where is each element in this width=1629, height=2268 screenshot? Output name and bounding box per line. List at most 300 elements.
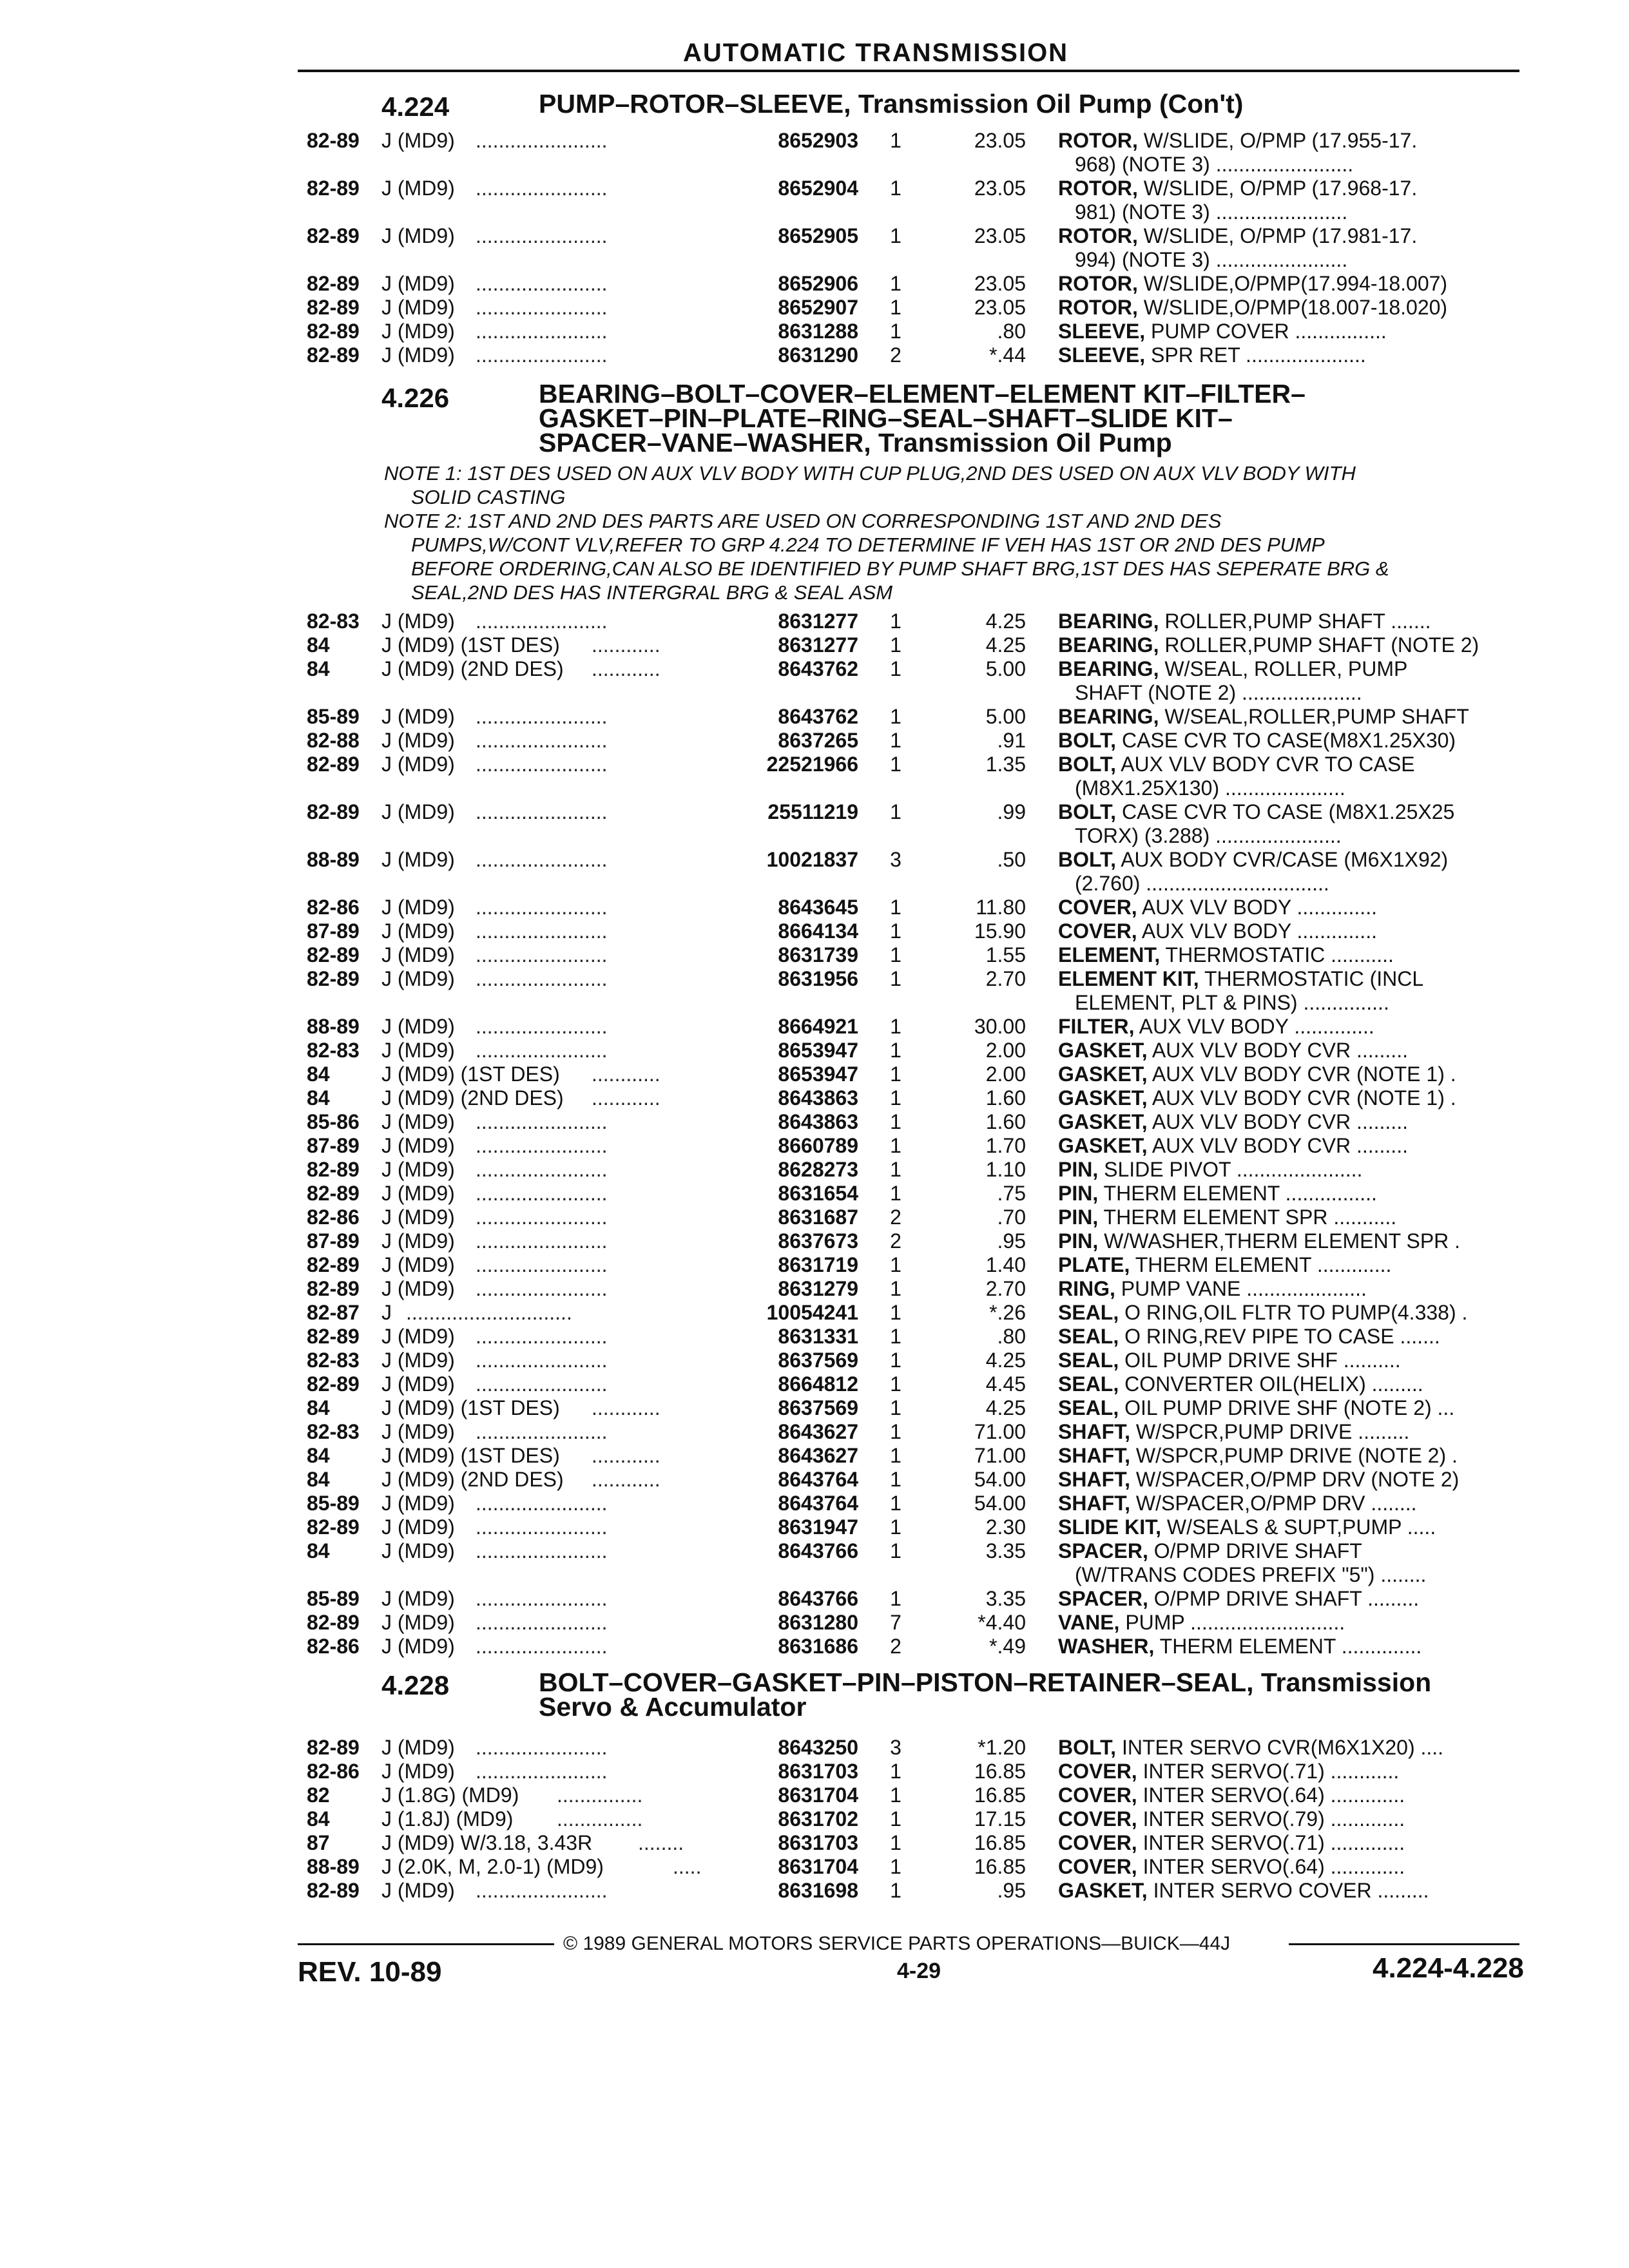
- description-noun: COVER,: [1058, 896, 1137, 919]
- part-number: 8631739: [778, 943, 858, 966]
- model-code: J (MD9): [381, 1206, 455, 1229]
- parts-row: [0, 177, 1629, 200]
- part-number: 8643764: [778, 1468, 858, 1491]
- quantity: 1: [890, 800, 901, 823]
- description-continuation: TORX) (3.288) ......................: [1075, 824, 1342, 847]
- description-noun: ELEMENT KIT,: [1058, 967, 1199, 990]
- model-code: J (MD9): [381, 1879, 455, 1902]
- part-number: 8631277: [778, 633, 858, 657]
- description-text: ROLLER,PUMP SHAFT .......: [1159, 610, 1431, 633]
- description: [1058, 705, 1522, 729]
- part-number: 8652903: [778, 129, 858, 152]
- description: [1058, 729, 1522, 753]
- description: [1058, 633, 1522, 657]
- description-noun: PIN,: [1058, 1158, 1099, 1181]
- parts-row: [0, 919, 1629, 943]
- leader-dots: .......................: [476, 753, 608, 776]
- description: [1058, 1420, 1522, 1444]
- part-number: 8643627: [778, 1420, 858, 1443]
- leader-dots: ............: [592, 1444, 660, 1467]
- part-number: 8631702: [778, 1807, 858, 1831]
- model-code: J (MD9) (2ND DES): [381, 1468, 564, 1491]
- footer-copyright: © 1989 GENERAL MOTORS SERVICE PARTS OPERATIONS—BUICK—44J: [563, 1933, 1231, 1954]
- model-year: 82: [307, 1783, 330, 1807]
- description: [1058, 610, 1522, 633]
- leader-dots: .......................: [476, 919, 608, 943]
- description-noun: PIN,: [1058, 1206, 1099, 1229]
- parts-row: [0, 1110, 1629, 1134]
- quantity: 1: [890, 1396, 901, 1419]
- description: [1058, 1807, 1522, 1831]
- model-code: J (1.8G) (MD9): [381, 1783, 519, 1807]
- price: 1.35: [985, 753, 1026, 776]
- model-year: 85-86: [307, 1110, 360, 1133]
- parts-row: [0, 943, 1629, 967]
- description-noun: BOLT,: [1058, 1736, 1117, 1759]
- part-number: 10054241: [766, 1301, 858, 1324]
- note-continuation-line: SEAL,2ND DES HAS INTERGRAL BRG & SEAL ASM: [411, 581, 893, 604]
- price: 1.60: [985, 1110, 1026, 1133]
- leader-dots: .......................: [476, 1182, 608, 1205]
- price: 4.25: [985, 633, 1026, 657]
- leader-dots: .......................: [476, 1635, 608, 1658]
- description: [1058, 943, 1522, 967]
- description: [1058, 896, 1522, 919]
- part-number: 8664812: [778, 1372, 858, 1396]
- description-noun: FILTER,: [1058, 1015, 1135, 1038]
- quantity: 1: [890, 657, 901, 680]
- price: 15.90: [974, 919, 1026, 943]
- model-year: 85-89: [307, 705, 360, 728]
- description-text: W/SLIDE,O/PMP(18.007-18.020): [1137, 296, 1448, 319]
- part-number: 22521966: [766, 753, 858, 776]
- description: [1058, 919, 1522, 943]
- description-noun: GASKET,: [1058, 1086, 1148, 1110]
- description-noun: WASHER,: [1058, 1635, 1155, 1658]
- parts-row-continuation: [0, 248, 1629, 272]
- quantity: 3: [890, 1736, 901, 1759]
- leader-dots: .......................: [476, 800, 608, 823]
- description: [1058, 272, 1522, 296]
- section-title: PUMP–ROTOR–SLEEVE, Transmission Oil Pump (Con't): [539, 89, 1244, 119]
- quantity: 1: [890, 296, 901, 319]
- leader-dots: .......................: [476, 1206, 608, 1229]
- description-text: AUX VLV BODY CVR (NOTE 1) .: [1147, 1062, 1456, 1086]
- quantity: 1: [890, 1783, 901, 1807]
- description: [1058, 1760, 1522, 1783]
- description-text: W/SLIDE, O/PMP (17.981-17.: [1137, 224, 1418, 247]
- model-code: J (MD9): [381, 1635, 455, 1658]
- part-number: 8643250: [778, 1736, 858, 1759]
- parts-row: [0, 1807, 1629, 1831]
- parts-row: [0, 1301, 1629, 1325]
- model-code: J (MD9) (2ND DES): [381, 1086, 564, 1110]
- quantity: 1: [890, 1015, 901, 1038]
- model-code: J (MD9): [381, 224, 455, 247]
- model-year: 82-89: [307, 1879, 360, 1902]
- description-noun: ELEMENT,: [1058, 943, 1161, 966]
- model-code: J (MD9): [381, 1229, 455, 1253]
- parts-row: [0, 1587, 1629, 1611]
- description: [1058, 1086, 1522, 1110]
- model-year: 82-89: [307, 1736, 360, 1759]
- model-year: 82-89: [307, 1277, 360, 1300]
- parts-row: [0, 1831, 1629, 1855]
- leader-dots: .......................: [476, 1420, 608, 1443]
- price: .80: [997, 320, 1026, 343]
- model-year: 87-89: [307, 1229, 360, 1253]
- description-noun: BOLT,: [1058, 848, 1117, 871]
- parts-row: [0, 1611, 1629, 1635]
- part-number: 8631331: [778, 1325, 858, 1348]
- model-year: 87: [307, 1831, 330, 1854]
- description-noun: PIN,: [1058, 1182, 1099, 1205]
- model-year: 82-89: [307, 753, 360, 776]
- model-year: 82-89: [307, 272, 360, 295]
- description: [1058, 1253, 1522, 1277]
- description-text: CASE CVR TO CASE(M8X1.25X30): [1116, 729, 1456, 752]
- price: 1.60: [985, 1086, 1026, 1110]
- part-number: 8652906: [778, 272, 858, 295]
- model-code: J (MD9): [381, 1515, 455, 1539]
- description-text: O RING,OIL FLTR TO PUMP(4.338) .: [1119, 1301, 1468, 1324]
- leader-dots: .......................: [476, 729, 608, 752]
- price: 1.40: [985, 1253, 1026, 1276]
- model-year: 87-89: [307, 919, 360, 943]
- model-year: 84: [307, 1807, 330, 1831]
- leader-dots: .......................: [476, 177, 608, 200]
- leader-dots: .......................: [476, 129, 608, 152]
- model-code: J (MD9): [381, 296, 455, 319]
- model-code: J (MD9): [381, 610, 455, 633]
- description: [1058, 1301, 1522, 1325]
- description-text: INTER SERVO(.64) .............: [1137, 1783, 1405, 1807]
- parts-row: [0, 1635, 1629, 1658]
- part-number: 8631704: [778, 1855, 858, 1878]
- part-number: 8652905: [778, 224, 858, 247]
- price: .75: [997, 1182, 1026, 1205]
- part-number: 8643627: [778, 1444, 858, 1467]
- description-noun: RING,: [1058, 1277, 1115, 1300]
- model-year: 88-89: [307, 1015, 360, 1038]
- price: 3.35: [985, 1539, 1026, 1562]
- model-year: 84: [307, 1062, 330, 1086]
- quantity: 1: [890, 1277, 901, 1300]
- section-title: BEARING–BOLT–COVER–ELEMENT–ELEMENT KIT–FILTER– GASKET–PIN–PLATE–RING–SEAL–SHAFT–SLIDE KIT– SPACER–VANE–WASHER, Transmission Oil Pump: [539, 379, 1306, 457]
- part-number: 8643766: [778, 1587, 858, 1610]
- description-noun: SEAL,: [1058, 1396, 1119, 1419]
- price: 23.05: [974, 224, 1026, 247]
- model-year: 82-83: [307, 1420, 360, 1443]
- description-text: AUX VLV BODY ..............: [1134, 1015, 1374, 1038]
- quantity: 1: [890, 1807, 901, 1831]
- description: [1058, 1611, 1522, 1635]
- leader-dots: ............: [592, 1396, 660, 1419]
- parts-row-continuation: [0, 776, 1629, 800]
- description: [1058, 1206, 1522, 1229]
- model-year: 82-83: [307, 610, 360, 633]
- description-text: INTER SERVO(.71) ............: [1137, 1760, 1400, 1783]
- leader-dots: ........: [638, 1831, 684, 1854]
- description-noun: COVER,: [1058, 1807, 1137, 1831]
- part-number: 8631703: [778, 1760, 858, 1783]
- parts-row-continuation: [0, 824, 1629, 848]
- description-text: W/SPCR,PUMP DRIVE .........: [1130, 1420, 1410, 1443]
- part-number: 8631719: [778, 1253, 858, 1276]
- price: 4.25: [985, 610, 1026, 633]
- leader-dots: .......................: [476, 224, 608, 247]
- price: .99: [997, 800, 1026, 823]
- price: 16.85: [974, 1831, 1026, 1854]
- model-year: 84: [307, 1468, 330, 1491]
- model-year: 82-89: [307, 1515, 360, 1539]
- note-continuation-line: PUMPS,W/CONT VLV,REFER TO GRP 4.224 TO DETERMINE IF VEH HAS 1ST OR 2ND DES PUMP: [411, 533, 1325, 556]
- description-noun: BEARING,: [1058, 705, 1159, 728]
- model-year: 82-89: [307, 1611, 360, 1634]
- description-text: THERMOSTATIC (INCL: [1199, 967, 1424, 990]
- parts-row-continuation: [0, 200, 1629, 224]
- description-noun: GASKET,: [1058, 1134, 1148, 1157]
- model-code: J (MD9): [381, 1736, 455, 1759]
- part-number: 8631280: [778, 1611, 858, 1634]
- description-text: W/SLIDE,O/PMP(17.994-18.007): [1137, 272, 1448, 295]
- part-number: 8664921: [778, 1015, 858, 1038]
- quantity: 1: [890, 1855, 901, 1878]
- description-noun: ROTOR,: [1058, 177, 1138, 200]
- parts-row: [0, 848, 1629, 872]
- leader-dots: .......................: [476, 1015, 608, 1038]
- part-number: 10021837: [766, 848, 858, 871]
- description-noun: SLEEVE,: [1058, 343, 1146, 367]
- model-code: J (MD9): [381, 1015, 455, 1038]
- leader-dots: .............................: [406, 1301, 572, 1324]
- price: 1.70: [985, 1134, 1026, 1157]
- parts-row: [0, 1492, 1629, 1515]
- model-code: J (MD9): [381, 320, 455, 343]
- description: [1058, 1855, 1522, 1879]
- description-text: INTER SERVO(.71) .............: [1137, 1831, 1405, 1854]
- quantity: 1: [890, 967, 901, 990]
- description-text: ROLLER,PUMP SHAFT (NOTE 2): [1159, 633, 1480, 657]
- description-text: OIL PUMP DRIVE SHF ..........: [1119, 1349, 1401, 1372]
- price: *1.20: [978, 1736, 1026, 1759]
- leader-dots: .......................: [476, 1492, 608, 1515]
- model-code: J (MD9): [381, 1253, 455, 1276]
- description-noun: PIN,: [1058, 1229, 1099, 1253]
- description-text: W/SPACER,O/PMP DRV ........: [1130, 1492, 1417, 1515]
- description-text: O/PMP DRIVE SHAFT .........: [1148, 1587, 1420, 1610]
- description-text: AUX BODY CVR/CASE (M6X1X92): [1116, 848, 1449, 871]
- price: 11.80: [976, 896, 1026, 919]
- parts-row: [0, 967, 1629, 991]
- parts-row: [0, 1158, 1629, 1182]
- description-text: AUX VLV BODY CVR TO CASE: [1116, 753, 1415, 776]
- price: 5.00: [985, 705, 1026, 728]
- price: 4.25: [985, 1349, 1026, 1372]
- part-number: 8637265: [778, 729, 858, 752]
- quantity: 1: [890, 224, 901, 247]
- quantity: 1: [890, 1492, 901, 1515]
- description: [1058, 1062, 1522, 1086]
- section-title: BOLT–COVER–GASKET–PIN–PISTON–RETAINER–SEAL, Transmission Servo & Accumulator: [539, 1667, 1432, 1722]
- model-code: J (MD9) (1ST DES): [381, 1396, 560, 1419]
- description: [1058, 224, 1522, 248]
- description-text: INTER SERVO COVER .........: [1147, 1879, 1429, 1902]
- description: [1058, 1539, 1522, 1563]
- model-code: J (MD9): [381, 919, 455, 943]
- description-text: INTER SERVO(.79) .............: [1137, 1807, 1405, 1831]
- quantity: 1: [890, 1301, 901, 1324]
- description-text: PUMP VANE .....................: [1115, 1277, 1367, 1300]
- price: 17.15: [974, 1807, 1026, 1831]
- description-text: INTER SERVO CVR(M6X1X20) ....: [1116, 1736, 1444, 1759]
- description-text: THERM ELEMENT SPR ...........: [1098, 1206, 1397, 1229]
- parts-row: [0, 1879, 1629, 1903]
- leader-dots: .......................: [476, 1587, 608, 1610]
- model-year: 82-86: [307, 1206, 360, 1229]
- description: [1058, 1879, 1522, 1903]
- description-text: OIL PUMP DRIVE SHF (NOTE 2) ...: [1119, 1396, 1455, 1419]
- description: [1058, 753, 1522, 776]
- parts-row: [0, 1062, 1629, 1086]
- parts-row: [0, 1039, 1629, 1062]
- model-year: 82-89: [307, 1372, 360, 1396]
- parts-row: [0, 1015, 1629, 1039]
- description-text: THERM ELEMENT ..............: [1154, 1635, 1422, 1658]
- quantity: 1: [890, 320, 901, 343]
- model-code: J (1.8J) (MD9): [381, 1807, 514, 1831]
- parts-row: [0, 1349, 1629, 1372]
- description-continuation: ELEMENT, PLT & PINS) ...............: [1075, 991, 1389, 1014]
- quantity: 1: [890, 1879, 901, 1902]
- price: 4.25: [985, 1396, 1026, 1419]
- price: .70: [997, 1206, 1026, 1229]
- description-noun: SEAL,: [1058, 1301, 1119, 1324]
- leader-dots: .......................: [476, 1253, 608, 1276]
- part-number: 8631703: [778, 1831, 858, 1854]
- description-continuation: SHAFT (NOTE 2) .....................: [1075, 681, 1362, 704]
- description-text: O RING,REV PIPE TO CASE .......: [1119, 1325, 1440, 1348]
- description-noun: GASKET,: [1058, 1039, 1148, 1062]
- description-noun: PLATE,: [1058, 1253, 1130, 1276]
- quantity: 1: [890, 705, 901, 728]
- price: *.44: [989, 343, 1026, 367]
- revision-label: REV. 10-89: [298, 1956, 442, 1988]
- parts-row: [0, 1515, 1629, 1539]
- description: [1058, 177, 1522, 200]
- description: [1058, 1372, 1522, 1396]
- parts-row: [0, 343, 1629, 367]
- model-year: 82-83: [307, 1039, 360, 1062]
- part-number: 8653947: [778, 1062, 858, 1086]
- parts-row-continuation: [0, 991, 1629, 1015]
- parts-row: [0, 1134, 1629, 1158]
- price: 16.85: [974, 1783, 1026, 1807]
- model-year: 87-89: [307, 1134, 360, 1157]
- note-text: [384, 461, 1531, 509]
- quantity: 1: [890, 1372, 901, 1396]
- note-first-line: NOTE 1: 1ST DES USED ON AUX VLV BODY WITH CUP PLUG,2ND DES USED ON AUX VLV BODY WITH: [384, 462, 1356, 485]
- description-text: O/PMP DRIVE SHAFT: [1148, 1539, 1362, 1562]
- part-number: 8643863: [778, 1110, 858, 1133]
- description-noun: ROTOR,: [1058, 296, 1138, 319]
- description-noun: ROTOR,: [1058, 272, 1138, 295]
- model-year: 82-89: [307, 129, 360, 152]
- model-year: 88-89: [307, 1855, 360, 1878]
- description-text: W/SPCR,PUMP DRIVE (NOTE 2) .: [1130, 1444, 1458, 1467]
- description-text: W/SPACER,O/PMP DRV (NOTE 2): [1130, 1468, 1460, 1491]
- leader-dots: ............: [592, 1062, 660, 1086]
- leader-dots: .......................: [476, 705, 608, 728]
- description-noun: ROTOR,: [1058, 129, 1138, 152]
- description: [1058, 967, 1522, 991]
- parts-row: [0, 800, 1629, 824]
- part-number: 8631698: [778, 1879, 858, 1902]
- leader-dots: .......................: [476, 320, 608, 343]
- quantity: 1: [890, 1539, 901, 1562]
- description-text: THERM ELEMENT ................: [1098, 1182, 1377, 1205]
- model-code: J (MD9): [381, 1760, 455, 1783]
- parts-row: [0, 224, 1629, 248]
- leader-dots: .......................: [476, 896, 608, 919]
- leader-dots: .......................: [476, 1277, 608, 1300]
- description: [1058, 657, 1522, 681]
- model-year: 82-89: [307, 1325, 360, 1348]
- price: 23.05: [974, 177, 1026, 200]
- model-code: J: [381, 1301, 392, 1324]
- part-number: 8631654: [778, 1182, 858, 1205]
- quantity: 3: [890, 848, 901, 871]
- footer-rule-left: [298, 1943, 554, 1945]
- price: 71.00: [974, 1444, 1026, 1467]
- description: [1058, 1396, 1522, 1420]
- price: 3.35: [985, 1587, 1026, 1610]
- price: .50: [997, 848, 1026, 871]
- model-code: J (MD9): [381, 1134, 455, 1157]
- parts-row: [0, 1372, 1629, 1396]
- model-code: J (MD9) (2ND DES): [381, 657, 564, 680]
- description-text: AUX VLV BODY ..............: [1137, 896, 1377, 919]
- footer-rule-right: [1289, 1943, 1519, 1945]
- model-year: 82-86: [307, 1760, 360, 1783]
- price: 2.00: [985, 1039, 1026, 1062]
- model-code: J (MD9): [381, 272, 455, 295]
- description-noun: COVER,: [1058, 1760, 1137, 1783]
- part-number: 8631956: [778, 967, 858, 990]
- leader-dots: .......................: [476, 1736, 608, 1759]
- parts-row: [0, 1468, 1629, 1492]
- description: [1058, 129, 1522, 153]
- model-code: J (MD9): [381, 848, 455, 871]
- description-noun: BOLT,: [1058, 729, 1117, 752]
- model-code: J (MD9): [381, 967, 455, 990]
- price: *4.40: [978, 1611, 1026, 1634]
- parts-row: [0, 657, 1629, 681]
- quantity: 1: [890, 1515, 901, 1539]
- parts-row: [0, 320, 1629, 343]
- description: [1058, 1182, 1522, 1206]
- price: 2.70: [985, 967, 1026, 990]
- quantity: 7: [890, 1611, 901, 1634]
- quantity: 1: [890, 1760, 901, 1783]
- description-continuation: 968) (NOTE 3) ........................: [1075, 153, 1354, 176]
- model-year: 82-86: [307, 1635, 360, 1658]
- quantity: 1: [890, 943, 901, 966]
- description-text: W/WASHER,THERM ELEMENT SPR .: [1098, 1229, 1461, 1253]
- description-text: AUX VLV BODY CVR .........: [1147, 1134, 1408, 1157]
- model-year: 84: [307, 1444, 330, 1467]
- leader-dots: ............: [592, 1468, 660, 1491]
